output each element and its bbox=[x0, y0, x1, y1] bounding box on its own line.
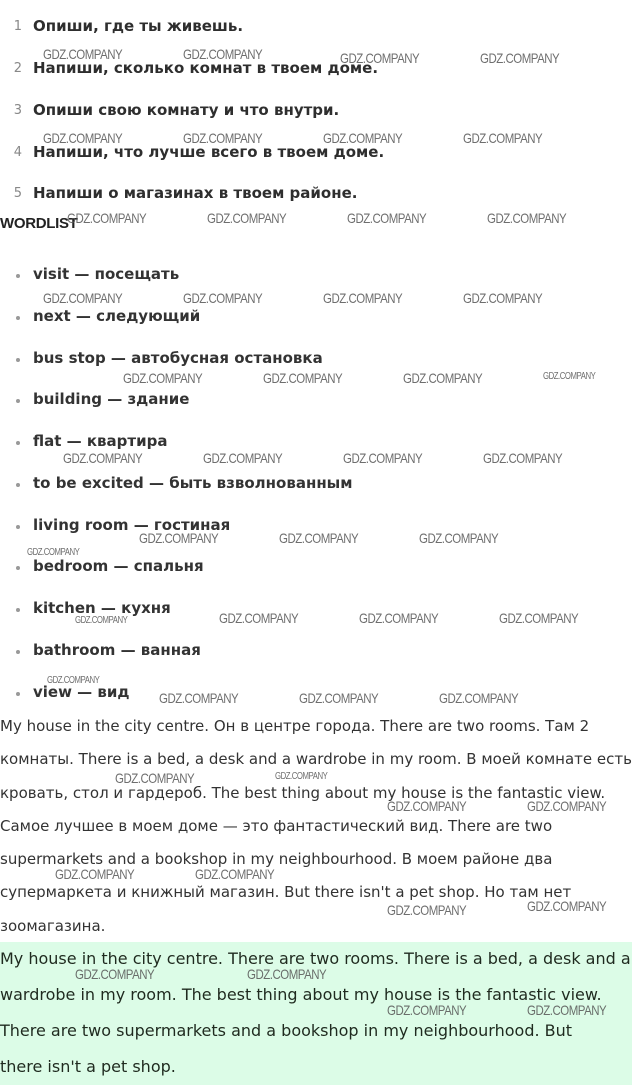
answer-line: There are two supermarkets and a bookshop in my neighbourhood. But bbox=[0, 1021, 573, 1040]
bullet-icon bbox=[16, 316, 20, 320]
watermark: GDZ.COMPANY bbox=[419, 530, 499, 546]
watermark: GDZ.COMPANY bbox=[43, 46, 123, 62]
watermark: GDZ.COMPANY bbox=[463, 290, 543, 306]
paragraph-line: зоомагазина. bbox=[0, 916, 106, 935]
watermark: GDZ.COMPANY bbox=[483, 450, 563, 466]
wordlist-item-text: kitchen — кухня bbox=[33, 599, 171, 617]
paragraph-line: supermarkets and a bookshop in my neighbourhood. В моем районе два bbox=[0, 850, 553, 869]
watermark: GDZ.COMPANY bbox=[279, 530, 359, 546]
watermark: GDZ.COMPANY bbox=[183, 130, 263, 146]
watermark: GDZ.COMPANY bbox=[323, 130, 403, 146]
watermark: GDZ.COMPANY bbox=[123, 370, 203, 386]
wordlist-item-text: view — вид bbox=[33, 683, 130, 701]
bullet-icon bbox=[16, 692, 20, 696]
item-text: Опиши, где ты живешь. bbox=[33, 17, 244, 35]
wordlist-item-text: building — здание bbox=[33, 390, 190, 408]
bullet-icon bbox=[16, 274, 20, 278]
watermark: GDZ.COMPANY bbox=[275, 771, 328, 782]
watermark: GDZ.COMPANY bbox=[115, 770, 195, 786]
wordlist-item-text: next — следующий bbox=[33, 307, 201, 325]
item-number: 3 bbox=[13, 102, 22, 118]
item-number: 5 bbox=[13, 185, 22, 201]
watermark: GDZ.COMPANY bbox=[263, 370, 343, 386]
watermark: GDZ.COMPANY bbox=[343, 450, 423, 466]
watermark: GDZ.COMPANY bbox=[43, 130, 123, 146]
wordlist-heading: WORDLIST bbox=[0, 215, 78, 232]
watermark: GDZ.COMPANY bbox=[247, 966, 327, 982]
wordlist-item-text: bedroom — спальня bbox=[33, 557, 204, 575]
item-number: 4 bbox=[13, 144, 22, 160]
bullet-icon bbox=[16, 358, 20, 362]
watermark: GDZ.COMPANY bbox=[55, 866, 135, 882]
paragraph-line: супермаркета и книжный магазин. But there isn't a pet shop. Но там нет bbox=[0, 883, 572, 902]
watermark: GDZ.COMPANY bbox=[159, 690, 239, 706]
wordlist-item-text: visit — посещать bbox=[33, 265, 180, 283]
watermark: GDZ.COMPANY bbox=[219, 610, 299, 626]
watermark: GDZ.COMPANY bbox=[139, 530, 219, 546]
item-text: Напиши о магазинах в твоем районе. bbox=[33, 184, 358, 202]
watermark: GDZ.COMPANY bbox=[63, 450, 143, 466]
watermark: GDZ.COMPANY bbox=[207, 210, 287, 226]
paragraph-line: My house in the city centre. Он в центре города. There are two rooms. Там 2 bbox=[0, 717, 590, 735]
item-text: Напиши, что лучше всего в твоем доме. bbox=[33, 143, 385, 161]
watermark: GDZ.COMPANY bbox=[499, 610, 579, 626]
watermark: GDZ.COMPANY bbox=[359, 610, 439, 626]
watermark: GDZ.COMPANY bbox=[387, 798, 467, 814]
wordlist-item-text: bus stop — автобусная остановка bbox=[33, 349, 323, 367]
bullet-icon bbox=[16, 441, 20, 445]
wordlist-item-text: bathroom — ванная bbox=[33, 641, 201, 659]
item-number: 2 bbox=[13, 60, 22, 76]
bullet-icon bbox=[16, 525, 20, 529]
answer-line: there isn't a pet shop. bbox=[0, 1057, 176, 1076]
item-text: Напиши, сколько комнат в твоем доме. bbox=[33, 59, 379, 77]
watermark: GDZ.COMPANY bbox=[340, 50, 420, 66]
watermark: GDZ.COMPANY bbox=[75, 615, 128, 626]
watermark: GDZ.COMPANY bbox=[403, 370, 483, 386]
watermark: GDZ.COMPANY bbox=[43, 290, 123, 306]
watermark: GDZ.COMPANY bbox=[299, 690, 379, 706]
watermark: GDZ.COMPANY bbox=[67, 210, 147, 226]
watermark: GDZ.COMPANY bbox=[195, 866, 275, 882]
answer-line: wardrobe in my room. The best thing about my house is the fantastic view. bbox=[0, 985, 602, 1004]
watermark: GDZ.COMPANY bbox=[203, 450, 283, 466]
answer-line: My house in the city centre. There are two rooms. There is a bed, a desk and a bbox=[0, 949, 631, 968]
watermark: GDZ.COMPANY bbox=[47, 675, 100, 686]
watermark: GDZ.COMPANY bbox=[527, 898, 607, 914]
watermark: GDZ.COMPANY bbox=[463, 130, 543, 146]
watermark: GDZ.COMPANY bbox=[75, 966, 155, 982]
bullet-icon bbox=[16, 483, 20, 487]
watermark: GDZ.COMPANY bbox=[543, 371, 596, 382]
paragraph-line: Самое лучшее в моем доме — это фантастический вид. There are two bbox=[0, 816, 553, 835]
bullet-icon bbox=[16, 650, 20, 654]
item-text: Опиши свою комнату и что внутри. bbox=[33, 101, 340, 119]
watermark: GDZ.COMPANY bbox=[439, 690, 519, 706]
bullet-icon bbox=[16, 399, 20, 403]
paragraph-line: кровать, стол и гардероб. The best thing about my house is the fantastic view. bbox=[0, 783, 606, 802]
watermark: GDZ.COMPANY bbox=[387, 902, 467, 918]
watermark: GDZ.COMPANY bbox=[387, 1002, 467, 1018]
watermark: GDZ.COMPANY bbox=[527, 1002, 607, 1018]
paragraph-line: комнаты. There is a bed, a desk and a wardrobe in my room. В моей комнате есть bbox=[0, 750, 632, 769]
watermark: GDZ.COMPANY bbox=[183, 290, 263, 306]
watermark: GDZ.COMPANY bbox=[323, 290, 403, 306]
watermark: GDZ.COMPANY bbox=[480, 50, 560, 66]
bullet-icon bbox=[16, 566, 20, 570]
bullet-icon bbox=[16, 608, 20, 612]
item-number: 1 bbox=[13, 18, 22, 34]
wordlist-item-text: living room — гостиная bbox=[33, 516, 231, 534]
wordlist-item-text: flat — квартира bbox=[33, 432, 168, 450]
wordlist-item-text: to be excited — быть взволнованным bbox=[33, 474, 353, 492]
watermark: GDZ.COMPANY bbox=[487, 210, 567, 226]
watermark: GDZ.COMPANY bbox=[527, 798, 607, 814]
watermark: GDZ.COMPANY bbox=[27, 547, 80, 558]
watermark: GDZ.COMPANY bbox=[183, 46, 263, 62]
watermark: GDZ.COMPANY bbox=[347, 210, 427, 226]
